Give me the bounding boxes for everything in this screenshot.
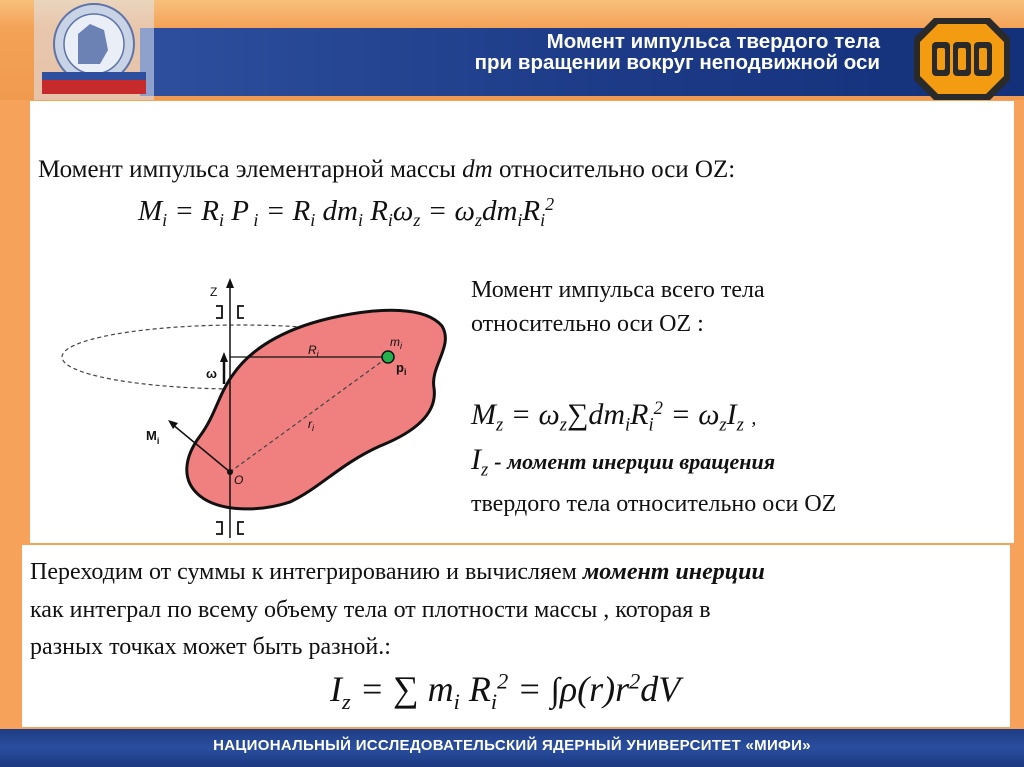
section3-line2: как интеграл по всему объему тела от плотности массы , которая в [30,597,711,623]
section3-line3: разных точках может быть разной.: [30,634,391,660]
slide-title-line2: при вращении вокруг неподвижной оси [474,51,880,74]
section2-line1: Момент импульса всего тела [471,277,765,303]
z-axis-arrowhead [226,278,234,288]
label-mass: $m_i$ [390,335,402,351]
footer-text: НАЦИОНАЛЬНЫЙ ИССЛЕДОВАТЕЛЬСКИЙ ЯДЕРНЫЙ УНИВЕРСИТЕТ «МИФИ» [213,737,811,754]
label-ri: $R_i$ [308,343,319,359]
mephi-logo-icon [912,14,1012,104]
content-panel-top [30,101,1014,271]
rigid-body-figure [40,276,460,542]
formula-mi: $M_i = R_i$ P $_i = R_i$ $dm_i$ $R_i\omega_z = \omega_zdm_iR_i^2$ [138,194,555,231]
label-origin: O [234,473,244,487]
section2-line2: относительно оси OZ : [471,311,704,337]
label-omega: ω [206,366,217,381]
omega-arrowhead [220,352,228,362]
section3-line1: Переходим от суммы к интегрированию и вычисляем момент инерции [30,559,765,585]
section1-text: Момент импульса элементарной массы dm относительно оси OZ: [38,156,736,183]
slide-title [200,31,880,73]
university-emblem-icon [34,0,154,100]
label-z: Z [210,285,218,299]
iz-definition: $I_z$ - момент инерции вращения [471,443,776,481]
label-position-ri: $r_i$ [308,417,314,433]
label-momentum: $p_i$ [396,360,407,377]
mass-element-point [382,351,394,363]
formula-iz-integral: $I_z$ = ∑ $m_i$ $R_i^2 = \int\rho(r)r^2dV$ [330,668,681,714]
origin-point [227,469,233,475]
label-mi-vector: $M_i$ [146,428,160,446]
formula-mz: $M_z = \omega_z\sum dm_iR_i^2 = \omega_zI_z$ , [471,398,757,436]
section2-line3: твердого тела относительно оси OZ [471,491,837,517]
slide-title-line1: Момент импульса твердого тела [546,30,880,53]
